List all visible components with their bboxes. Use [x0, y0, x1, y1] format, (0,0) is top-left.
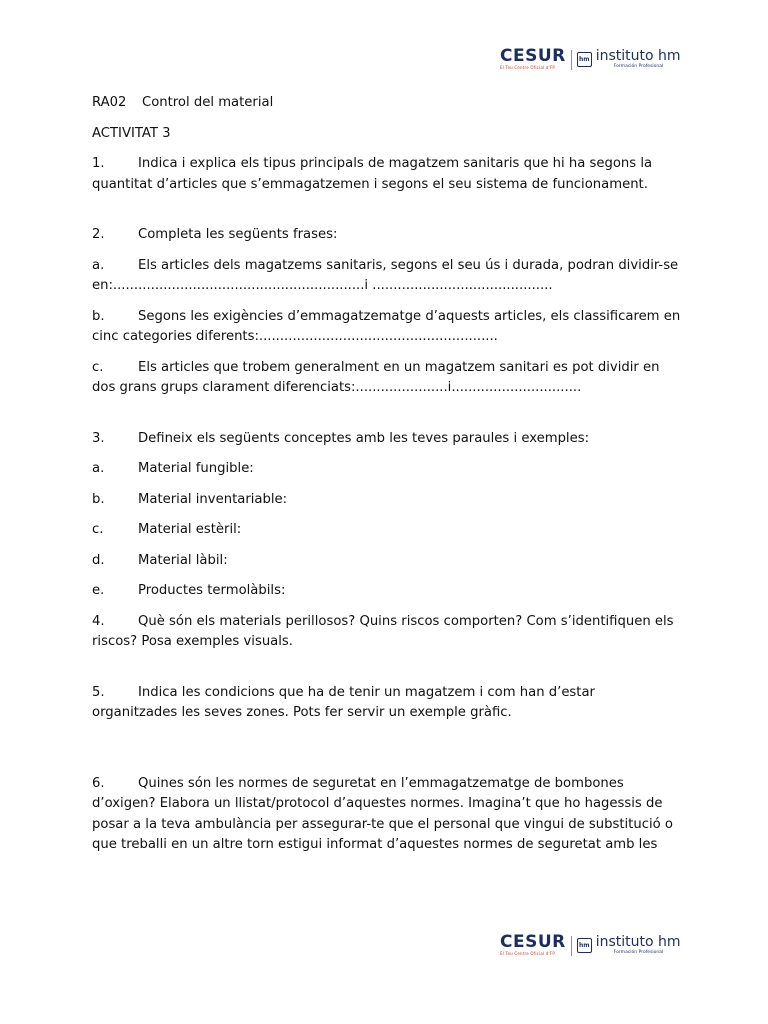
instituto-hm-logo: [596, 935, 681, 956]
question-2b: b. Segons les exigències d’emmagatzematge d’aquests articles, els classificarem en cinc categories diferents:.........................................................: [92, 308, 681, 344]
question-3e: e. Productes termolàbils:: [92, 583, 286, 598]
instituto-hm-logo: [596, 49, 681, 70]
hm-tagline: Formación Profesional: [613, 950, 664, 955]
cesur-wordmark: CESUR: [500, 932, 566, 952]
question-2a: a. Els articles dels magatzems sanitaris, segons el seu ús i durada, podran dividir-se en:............................................................i ...........................................: [92, 257, 679, 293]
hm-tagline: Formación Profesional: [613, 64, 664, 69]
spacer: [92, 409, 682, 429]
question-4: 4. Què són els materials perillosos? Quins riscos comporten? Com s’identifiquen els riscos? Posa exemples visuals.: [92, 613, 674, 649]
cesur-tagline: El Teu Centre Oficial d'FP: [500, 65, 555, 70]
hm-icon: hm: [577, 938, 592, 953]
footer-logo: [500, 934, 681, 957]
hm-wordmark: instituto hm: [595, 48, 681, 64]
question-3d: d. Material làbil:: [92, 552, 228, 568]
doc-header-line: RA02 Control del material: [92, 95, 274, 110]
hm-wordmark: instituto hm: [595, 934, 681, 950]
question-2c: c. Els articles que trobem generalment en un magatzem sanitari es pot dividir en dos grans grups clarament diferenciats:......................i...............................: [92, 359, 660, 395]
spacer: [92, 663, 682, 683]
header-logo: [500, 48, 681, 71]
question-2: 2. Completa les següents frases:: [92, 227, 338, 242]
activity-title: ACTIVITAT 3: [92, 125, 171, 141]
document-body: [92, 93, 682, 866]
logo-divider: [571, 936, 572, 956]
question-3b: b. Material inventariable:: [92, 491, 288, 507]
cesur-logo: [500, 934, 566, 957]
cesur-logo: [500, 48, 566, 71]
question-3a: a. Material fungible:: [92, 461, 254, 476]
logo-divider: [571, 50, 572, 70]
cesur-wordmark: CESUR: [500, 46, 566, 66]
question-1: 1. Indica i explica els tipus principals de magatzem sanitaris que hi ha segons la quantitat d’articles que s’emmagatzemen i segons el seu sistema de funcionament.: [92, 156, 653, 192]
spacer: [92, 734, 682, 774]
spacer: [92, 205, 682, 225]
question-5: 5. Indica les condicions que ha de tenir un magatzem i com han d’estar organitzades les seves zones. Pots fer servir un exemple gràfic.: [92, 684, 595, 720]
hm-icon: hm: [577, 52, 592, 67]
question-3c: c. Material estèril:: [92, 522, 242, 537]
question-3: 3. Defineix els següents conceptes amb les teves paraules i exemples:: [92, 430, 590, 446]
question-6: 6. Quines són les normes de seguretat en l’emmagatzematge de bombones d’oxigen? Elabora un llistat/protocol d’aquestes normes. Imagina’t que ho hagessis de posar a la teva ambulància per assegurar-te que el personal que vingui de substitució o que treballi en un altre torn estigui informat d’aquestes normes de seguretat amb les: [92, 775, 673, 852]
cesur-tagline: El Teu Centre Oficial d'FP: [500, 951, 555, 956]
